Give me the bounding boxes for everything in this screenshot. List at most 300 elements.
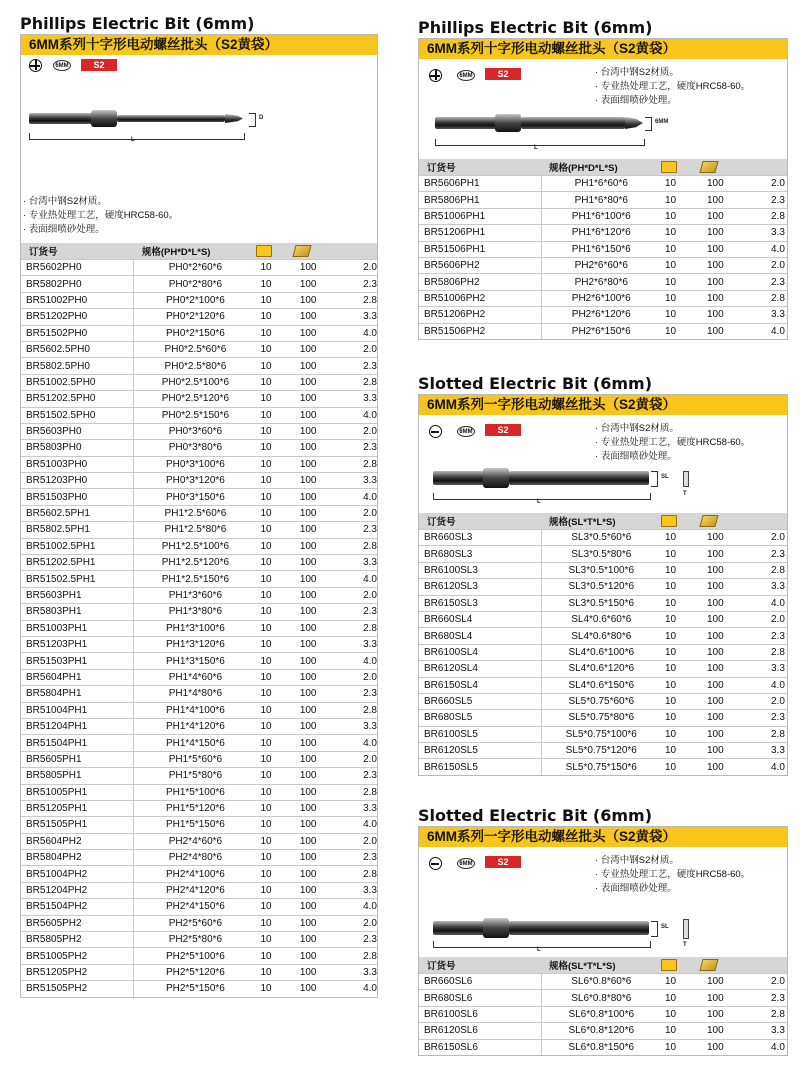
- table-row: [21, 653, 377, 669]
- section-slotted-mid: [418, 374, 788, 776]
- cell-order-no: BR51502.5PH1: [21, 571, 134, 587]
- cell-spec: PH1*5*100*6: [134, 784, 257, 800]
- cell-price: 2.8: [749, 644, 787, 660]
- cell-pack-qty: 100: [701, 274, 749, 290]
- cell-order-no: BR51004PH2: [21, 866, 134, 882]
- col-spec: 规格(PH*D*L*S): [541, 159, 661, 176]
- cell-spec: PH0*2.5*150*6: [134, 407, 257, 423]
- cell-pack-qty: 100: [294, 489, 341, 505]
- feature-item: · 台湾中钢S2材质。: [595, 423, 679, 434]
- cell-price: 2.0: [749, 176, 787, 192]
- cell-pack-qty: 100: [701, 644, 749, 660]
- cell-price: 4.0: [749, 595, 787, 611]
- cell-pack-qty: 100: [701, 974, 749, 990]
- cell-price: 4.0: [341, 817, 377, 833]
- cell-order-no: BR51003PH0: [21, 456, 134, 472]
- cell-box-qty: 10: [256, 260, 293, 276]
- cell-order-no: BR660SL5: [419, 693, 541, 709]
- pack-icon: [699, 161, 718, 173]
- dimension-t-label: T: [683, 942, 687, 948]
- feature-item: · 台湾中钢S2材质。: [23, 196, 107, 207]
- cell-spec: PH2*6*120*6: [541, 307, 661, 323]
- cell-order-no: BR6100SL3: [419, 562, 541, 578]
- table-header: [419, 957, 787, 974]
- table-row: [21, 981, 377, 997]
- cell-price: 3.3: [749, 661, 787, 677]
- col-box: [661, 513, 701, 530]
- cell-order-no: BR5602.5PH1: [21, 505, 134, 521]
- cell-pack-qty: 100: [701, 323, 749, 339]
- pack-icon: [292, 245, 311, 257]
- cell-pack-qty: 100: [701, 1023, 749, 1039]
- table-body: [419, 974, 787, 1055]
- cell-price: 2.0: [341, 915, 377, 931]
- cell-price: 2.8: [341, 702, 377, 718]
- dimension-t-label: T: [683, 491, 687, 497]
- cell-price: 3.3: [341, 800, 377, 816]
- cell-pack-qty: 100: [294, 456, 341, 472]
- s2-badge: S2: [485, 68, 521, 80]
- cell-spec: PH2*6*60*6: [541, 257, 661, 273]
- cell-box-qty: 10: [256, 800, 293, 816]
- cell-spec: PH2*5*120*6: [134, 964, 257, 980]
- table-row: [21, 964, 377, 980]
- cell-box-qty: 10: [256, 817, 293, 833]
- cell-order-no: BR5605PH1: [21, 751, 134, 767]
- cell-price: 4.0: [341, 489, 377, 505]
- cell-box-qty: 10: [661, 611, 701, 627]
- cell-order-no: BR6100SL6: [419, 1006, 541, 1022]
- cell-pack-qty: 100: [701, 225, 749, 241]
- cell-pack-qty: 100: [294, 653, 341, 669]
- cell-pack-qty: 100: [701, 726, 749, 742]
- cell-order-no: BR51503PH1: [21, 653, 134, 669]
- cell-spec: SL6*0.8*60*6: [541, 974, 661, 990]
- cell-price: 2.3: [341, 932, 377, 948]
- cell-pack-qty: 100: [294, 292, 341, 308]
- cell-box-qty: 10: [256, 505, 293, 521]
- cell-box-qty: 10: [661, 628, 701, 644]
- spec-table: [419, 159, 787, 339]
- cell-price: 2.3: [341, 522, 377, 538]
- dimension-sl: [651, 471, 658, 487]
- cell-order-no: BR51002.5PH1: [21, 538, 134, 554]
- cell-box-qty: 10: [661, 595, 701, 611]
- col-pack: [701, 159, 749, 176]
- box-icon: [661, 959, 677, 971]
- feature-item: · 专业热处理工艺，硬度HRC58-60。: [595, 81, 751, 92]
- cell-box-qty: 10: [256, 686, 293, 702]
- cell-price: 2.0: [749, 611, 787, 627]
- section-phillips-left: [20, 14, 378, 998]
- cell-price: 2.8: [749, 1006, 787, 1022]
- cell-price: 4.0: [341, 735, 377, 751]
- cell-spec: SL6*0.8*80*6: [541, 990, 661, 1006]
- cell-pack-qty: 100: [294, 800, 341, 816]
- cell-pack-qty: 100: [294, 948, 341, 964]
- cell-spec: SL5*0.75*100*6: [541, 726, 661, 742]
- cell-box-qty: 10: [661, 307, 701, 323]
- table-row: [21, 276, 377, 292]
- cell-box-qty: 10: [256, 882, 293, 898]
- cell-pack-qty: 100: [294, 522, 341, 538]
- cell-box-qty: 10: [256, 325, 293, 341]
- cell-price: 2.0: [749, 257, 787, 273]
- cell-spec: PH1*6*80*6: [541, 192, 661, 208]
- cell-box-qty: 10: [256, 669, 293, 685]
- 6mm-oval-icon: 6MM: [457, 858, 475, 869]
- cell-pack-qty: 100: [294, 686, 341, 702]
- cell-pack-qty: 100: [294, 751, 341, 767]
- cell-price: 4.0: [749, 677, 787, 693]
- cell-spec: SL4*0.6*100*6: [541, 644, 661, 660]
- cell-spec: SL6*0.8*120*6: [541, 1023, 661, 1039]
- cell-order-no: BR6150SL3: [419, 595, 541, 611]
- pack-icon: [699, 515, 718, 527]
- cell-pack-qty: 100: [701, 693, 749, 709]
- cell-order-no: BR51506PH2: [419, 323, 541, 339]
- table-row: [419, 693, 787, 709]
- cell-spec: PH0*3*60*6: [134, 423, 257, 439]
- table-row: [419, 1023, 787, 1039]
- cell-price: 2.3: [341, 440, 377, 456]
- cell-box-qty: 10: [661, 241, 701, 257]
- table-row: [419, 1039, 787, 1055]
- cell-pack-qty: 100: [701, 990, 749, 1006]
- cell-pack-qty: 100: [701, 628, 749, 644]
- feature-item: · 表面细喷砂处理。: [23, 224, 105, 235]
- col-price: [749, 513, 787, 530]
- cell-order-no: BR51205PH1: [21, 800, 134, 816]
- col-order-no: 订货号: [419, 513, 541, 530]
- cell-pack-qty: 100: [701, 1039, 749, 1055]
- spec-table: [21, 243, 377, 997]
- dimension-l-label: L: [537, 499, 541, 505]
- cell-pack-qty: 100: [294, 784, 341, 800]
- cell-spec: PH1*4*120*6: [134, 718, 257, 734]
- cell-order-no: BR680SL3: [419, 546, 541, 562]
- cell-pack-qty: 100: [294, 374, 341, 390]
- cell-spec: PH0*2.5*80*6: [134, 358, 257, 374]
- cell-box-qty: 10: [661, 176, 701, 192]
- cell-price: 2.0: [341, 751, 377, 767]
- cell-spec: PH2*4*60*6: [134, 833, 257, 849]
- cell-spec: PH0*3*80*6: [134, 440, 257, 456]
- cell-pack-qty: 100: [294, 932, 341, 948]
- table-body: [419, 530, 787, 775]
- bit-collar: [495, 114, 521, 132]
- cell-box-qty: 10: [256, 309, 293, 325]
- cell-spec: PH2*4*120*6: [134, 882, 257, 898]
- cell-order-no: BR680SL6: [419, 990, 541, 1006]
- cell-price: 4.0: [341, 571, 377, 587]
- table-row: [21, 489, 377, 505]
- cell-box-qty: 10: [256, 981, 293, 997]
- feature-item: · 专业热处理工艺，硬度HRC58-60。: [595, 869, 751, 880]
- col-spec: 规格(SL*T*L*S): [541, 957, 661, 974]
- icon-row: [21, 55, 377, 75]
- cell-price: 2.3: [341, 850, 377, 866]
- feature-item: · 专业热处理工艺，硬度HRC58-60。: [23, 210, 179, 221]
- cell-price: 3.3: [341, 636, 377, 652]
- cell-spec: PH1*2.5*80*6: [134, 522, 257, 538]
- cell-spec: SL4*0.6*150*6: [541, 677, 661, 693]
- cell-pack-qty: 100: [294, 358, 341, 374]
- cell-price: 2.8: [749, 562, 787, 578]
- cell-price: 3.3: [749, 743, 787, 759]
- cell-price: 2.3: [749, 192, 787, 208]
- cell-pack-qty: 100: [701, 1006, 749, 1022]
- feature-list: [595, 854, 750, 896]
- table-row: [21, 604, 377, 620]
- table-row: [419, 562, 787, 578]
- cell-order-no: BR51505PH1: [21, 817, 134, 833]
- cell-order-no: BR5802.5PH0: [21, 358, 134, 374]
- cell-price: 2.3: [341, 686, 377, 702]
- tip-profile: [683, 919, 689, 939]
- cell-spec: SL3*0.5*100*6: [541, 562, 661, 578]
- cell-spec: PH2*4*100*6: [134, 866, 257, 882]
- cell-order-no: BR51202.5PH0: [21, 391, 134, 407]
- cell-spec: PH1*4*150*6: [134, 735, 257, 751]
- bit-collar: [483, 918, 509, 938]
- table-row: [21, 555, 377, 571]
- table-row: [21, 407, 377, 423]
- cell-box-qty: 10: [256, 276, 293, 292]
- cell-order-no: BR6120SL4: [419, 661, 541, 677]
- cell-box-qty: 10: [661, 274, 701, 290]
- cell-price: 2.0: [341, 341, 377, 357]
- cell-order-no: BR51204PH1: [21, 718, 134, 734]
- cell-pack-qty: 100: [294, 325, 341, 341]
- table-row: [419, 290, 787, 306]
- cell-price: 2.8: [341, 374, 377, 390]
- cell-pack-qty: 100: [701, 192, 749, 208]
- table-row: [21, 669, 377, 685]
- table-row: [21, 522, 377, 538]
- cell-box-qty: 10: [256, 620, 293, 636]
- cell-order-no: BR5802.5PH1: [21, 522, 134, 538]
- cell-price: 3.3: [749, 307, 787, 323]
- dimension-d: [645, 117, 652, 131]
- cell-order-no: BR5805PH1: [21, 768, 134, 784]
- slotted-line-icon: [429, 425, 442, 438]
- table-row: [419, 1006, 787, 1022]
- cell-order-no: BR5604PH1: [21, 669, 134, 685]
- table-row: [21, 636, 377, 652]
- table-row: [419, 710, 787, 726]
- table-row: [419, 990, 787, 1006]
- cell-spec: SL6*0.8*100*6: [541, 1006, 661, 1022]
- cell-order-no: BR5804PH2: [21, 850, 134, 866]
- cell-box-qty: 10: [256, 423, 293, 439]
- cell-price: 2.0: [749, 693, 787, 709]
- 6mm-oval-icon: 6MM: [53, 60, 71, 71]
- bit-shank: [509, 921, 649, 935]
- cell-box-qty: 10: [256, 456, 293, 472]
- cell-order-no: BR5806PH1: [419, 192, 541, 208]
- table-row: [21, 932, 377, 948]
- cell-spec: PH0*3*120*6: [134, 473, 257, 489]
- spec-table: [419, 513, 787, 775]
- cell-spec: PH1*3*150*6: [134, 653, 257, 669]
- col-pack: [294, 243, 341, 260]
- col-spec: 规格(SL*T*L*S): [541, 513, 661, 530]
- cell-spec: SL5*0.75*60*6: [541, 693, 661, 709]
- cell-box-qty: 10: [661, 1039, 701, 1055]
- table-header: [21, 243, 377, 260]
- bit-panel: [419, 415, 787, 513]
- table-row: [21, 620, 377, 636]
- cell-spec: PH2*5*150*6: [134, 981, 257, 997]
- table-row: [21, 800, 377, 816]
- cell-order-no: BR5604PH2: [21, 833, 134, 849]
- table-row: [21, 784, 377, 800]
- cell-price: 2.8: [341, 948, 377, 964]
- cell-pack-qty: 100: [294, 850, 341, 866]
- feature-list: [595, 422, 750, 464]
- cell-box-qty: 10: [661, 192, 701, 208]
- section-phillips-right: [418, 18, 788, 340]
- cell-box-qty: 10: [256, 587, 293, 603]
- cell-box-qty: 10: [256, 850, 293, 866]
- cell-order-no: BR51506PH1: [419, 241, 541, 257]
- table-row: [419, 661, 787, 677]
- cell-box-qty: 10: [256, 964, 293, 980]
- cell-pack-qty: 100: [701, 562, 749, 578]
- box-icon: [256, 245, 272, 257]
- cell-order-no: BR51205PH2: [21, 964, 134, 980]
- cell-order-no: BR6100SL5: [419, 726, 541, 742]
- table-row: [21, 440, 377, 456]
- cell-price: 2.8: [341, 784, 377, 800]
- table-row: [21, 850, 377, 866]
- cell-spec: SL5*0.75*80*6: [541, 710, 661, 726]
- cell-order-no: BR51002PH0: [21, 292, 134, 308]
- bit-tip: [225, 114, 243, 123]
- table-row: [21, 686, 377, 702]
- cell-price: 4.0: [341, 899, 377, 915]
- cell-box-qty: 10: [661, 974, 701, 990]
- cell-price: 2.8: [749, 726, 787, 742]
- table-row: [21, 718, 377, 734]
- cell-pack-qty: 100: [701, 546, 749, 562]
- cell-order-no: BR51002.5PH0: [21, 374, 134, 390]
- cell-pack-qty: 100: [294, 866, 341, 882]
- cell-order-no: BR51505PH2: [21, 981, 134, 997]
- cell-box-qty: 10: [661, 677, 701, 693]
- cell-pack-qty: 100: [294, 440, 341, 456]
- cell-order-no: BR51004PH1: [21, 702, 134, 718]
- section-subtitle: 6MM系列十字形电动螺丝批头（S2黄袋）: [419, 39, 787, 59]
- cell-price: 3.3: [341, 473, 377, 489]
- section-title: Phillips Electric Bit (6mm): [20, 14, 255, 33]
- col-box: [661, 159, 701, 176]
- cell-price: 2.0: [749, 530, 787, 546]
- section-subtitle: 6MM系列一字形电动螺丝批头（S2黄袋）: [419, 395, 787, 415]
- bit-collar: [483, 468, 509, 488]
- cell-spec: PH0*2*150*6: [134, 325, 257, 341]
- cell-spec: PH1*3*80*6: [134, 604, 257, 620]
- phillips-cross-icon: [429, 69, 442, 82]
- cell-spec: PH1*2.5*60*6: [134, 505, 257, 521]
- cell-price: 3.3: [749, 579, 787, 595]
- cell-order-no: BR6120SL5: [419, 743, 541, 759]
- cell-pack-qty: 100: [701, 595, 749, 611]
- cell-price: 2.8: [341, 456, 377, 472]
- box-icon: [661, 515, 677, 527]
- cell-order-no: BR51202.5PH1: [21, 555, 134, 571]
- cell-spec: PH0*3*100*6: [134, 456, 257, 472]
- cell-pack-qty: 100: [701, 290, 749, 306]
- cell-box-qty: 10: [661, 644, 701, 660]
- cell-box-qty: 10: [661, 562, 701, 578]
- cell-pack-qty: 100: [701, 257, 749, 273]
- table-row: [21, 456, 377, 472]
- table-row: [21, 309, 377, 325]
- cell-price: 2.0: [341, 669, 377, 685]
- cell-order-no: BR660SL4: [419, 611, 541, 627]
- cell-spec: PH1*5*150*6: [134, 817, 257, 833]
- cell-pack-qty: 100: [294, 718, 341, 734]
- cell-price: 2.8: [341, 292, 377, 308]
- section-title: Phillips Electric Bit (6mm): [418, 18, 653, 37]
- cell-box-qty: 10: [661, 726, 701, 742]
- tip-profile: [683, 471, 689, 487]
- cell-box-qty: 10: [256, 391, 293, 407]
- cell-order-no: BR5806PH2: [419, 274, 541, 290]
- table-row: [419, 307, 787, 323]
- cell-spec: SL4*0.6*60*6: [541, 611, 661, 627]
- cell-pack-qty: 100: [294, 620, 341, 636]
- cell-box-qty: 10: [256, 555, 293, 571]
- col-order-no: 订货号: [419, 159, 541, 176]
- feature-item: · 表面细喷砂处理。: [595, 95, 677, 106]
- table-row: [419, 677, 787, 693]
- cell-box-qty: 10: [256, 735, 293, 751]
- cell-price: 4.0: [341, 325, 377, 341]
- col-order-no: 订货号: [21, 243, 134, 260]
- cell-order-no: BR51206PH1: [419, 225, 541, 241]
- cell-box-qty: 10: [256, 768, 293, 784]
- col-price: [341, 243, 377, 260]
- cell-order-no: BR5803PH1: [21, 604, 134, 620]
- cell-box-qty: 10: [661, 661, 701, 677]
- cell-price: 2.0: [749, 974, 787, 990]
- table-row: [419, 225, 787, 241]
- cell-pack-qty: 100: [701, 307, 749, 323]
- cell-pack-qty: 100: [294, 604, 341, 620]
- cell-price: 4.0: [749, 323, 787, 339]
- cell-pack-qty: 100: [294, 391, 341, 407]
- col-order-no: 订货号: [419, 957, 541, 974]
- cell-price: 4.0: [749, 759, 787, 775]
- table-row: [21, 882, 377, 898]
- dimension-l: [435, 139, 645, 146]
- cell-spec: PH1*2.5*150*6: [134, 571, 257, 587]
- cell-box-qty: 10: [661, 1006, 701, 1022]
- cell-pack-qty: 100: [701, 530, 749, 546]
- table-row: [21, 374, 377, 390]
- dimension-l-label: L: [131, 137, 135, 143]
- cell-order-no: BR680SL4: [419, 628, 541, 644]
- cell-order-no: BR51003PH1: [21, 620, 134, 636]
- box-icon: [661, 161, 677, 173]
- cell-price: 3.3: [341, 555, 377, 571]
- cell-price: 2.8: [341, 620, 377, 636]
- s2-badge: S2: [81, 59, 117, 71]
- cell-price: 4.0: [341, 653, 377, 669]
